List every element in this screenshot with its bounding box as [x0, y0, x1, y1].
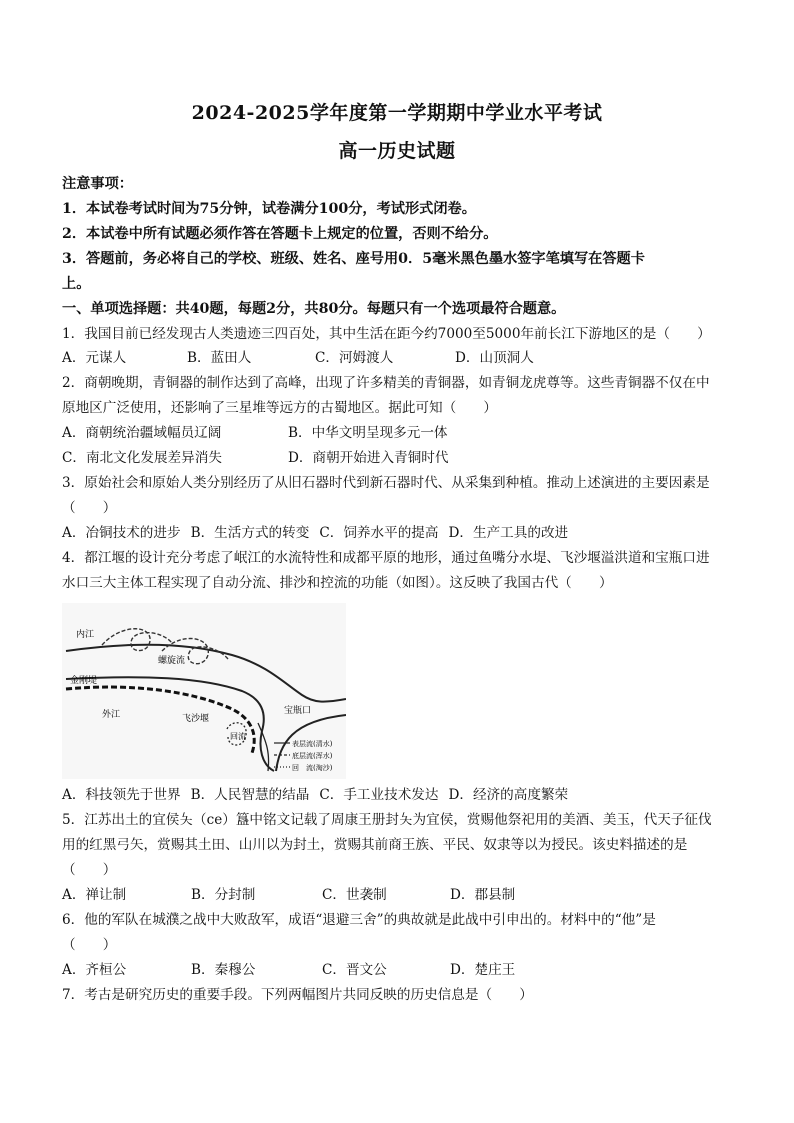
legend-return: 回 流(淘沙)	[292, 764, 333, 772]
section-heading: 一、单项选择题：共40题，每题2分，共80分。每题只有一个选项最符合题意。	[62, 301, 566, 317]
question-5-stem: 5．江苏出土的宜侯夨（ce）簋中铭文记载了周康王册封夨为宜侯，赏赐他祭祀用的美酒、美玉，代天子征伐	[62, 812, 712, 828]
question-6-stem: 6．他的军队在城濮之战中大败敌军，成语“退避三舍”的典故就是此战中引申出的。材料中的“他”是	[62, 912, 656, 928]
label-neijiang: 内江	[76, 630, 95, 640]
option-a: A．冶铜技术的进步	[62, 525, 181, 541]
question-3-stem-cont: （ ）	[62, 500, 117, 516]
question-3-options	[62, 523, 734, 543]
question-7-stem: 7．考古是研究历史的重要手段。下列两幅图片共同反映的历史信息是（ ）	[62, 987, 533, 1003]
notice-item: 2．本试卷中所有试题必须作答在答题卡上规定的位置，否则不给分。	[62, 226, 498, 242]
label-baopingkou: 宝瓶口	[284, 706, 312, 716]
option-c: C．饲养水平的提高	[319, 525, 439, 541]
notice-item: 1．本试卷考试时间为75分钟，试卷满分100分，考试形式闭卷。	[62, 201, 476, 217]
option-b: B．秦穆公	[191, 962, 256, 978]
option-b: B．分封制	[191, 887, 256, 903]
legend-surface: 表层流(清水)	[292, 740, 333, 748]
option-b: B．人民智慧的结晶	[190, 787, 310, 803]
question-6-stem-cont: （ ）	[62, 937, 117, 953]
label-spiral: 螺旋流	[158, 656, 186, 666]
exam-subtitle: 高一历史试题	[338, 140, 456, 162]
option-a: A．齐桓公	[62, 962, 127, 978]
option-c: C．南北文化发展差异消失	[62, 450, 222, 466]
option-b: B．蓝田人	[187, 350, 252, 366]
option-d: D．商朝开始进入青铜时代	[288, 450, 449, 466]
option-a: A．元谋人	[62, 350, 127, 366]
option-b: B．生活方式的转变	[190, 525, 310, 541]
label-waijiang: 外江	[102, 710, 121, 720]
label-feishayan: 飞沙堰	[182, 714, 210, 724]
question-5-stem-cont2: （ ）	[62, 862, 117, 878]
label-jingangdi: 金刚堤	[70, 676, 98, 686]
legend-bottom: 底层流(浑水)	[292, 752, 333, 760]
question-2-options-row1	[62, 423, 734, 443]
question-5-options	[62, 885, 734, 905]
question-4-stem: 4．都江堰的设计充分考虑了岷江的水流特性和成都平原的地形，通过鱼嘴分水堤、飞沙堰溢洪道和宝瓶口进	[62, 550, 710, 566]
option-c: C．晋文公	[322, 962, 387, 978]
option-c: C．手工业技术发达	[319, 787, 439, 803]
option-b: B．中华文明呈现多元一体	[288, 425, 448, 441]
option-d: D．山顶洞人	[455, 350, 534, 366]
question-2-stem: 2．商朝晚期，青铜器的制作达到了高峰，出现了许多精美的青铜器，如青铜龙虎尊等。这些青铜器不仅在中	[62, 375, 710, 391]
question-1-options	[62, 348, 734, 368]
question-2-stem-cont: 原地区广泛使用，还影响了三星堆等远方的古蜀地区。据此可知（ ）	[62, 400, 497, 416]
question-5-stem-cont: 用的红黑弓矢，赏赐其土田、山川以为封土，赏赐其前商王族、平民、奴隶等以为授民。该史料描述的是	[62, 837, 688, 853]
question-6-options	[62, 960, 734, 980]
question-3-stem: 3．原始社会和原始人类分别经历了从旧石器时代到新石器时代、从采集到种植。推动上述演进的主要因素是	[62, 475, 710, 491]
question-1-stem: 1．我国目前已经发现古人类遗迹三四百处，其中生活在距今约7000至5000年前长江下游地区的是（ ）	[62, 326, 711, 342]
option-a: A．科技领先于世界	[62, 787, 181, 803]
option-a: A．商朝统治疆域幅员辽阔	[62, 425, 222, 441]
exam-title: 2024-2025学年度第一学期期中学业水平考试	[191, 102, 603, 124]
option-a: A．禅让制	[62, 887, 127, 903]
option-d: D．生产工具的改进	[448, 525, 569, 541]
option-c: C．世袭制	[322, 887, 387, 903]
question-4-options	[62, 785, 734, 805]
option-c: C．河姆渡人	[315, 350, 394, 366]
option-d: D．郡县制	[450, 887, 516, 903]
notice-heading: 注意事项：	[62, 176, 133, 192]
notice-item: 3．答题前，务必将自己的学校、班级、姓名、座号用0．5毫米黑色墨水签字笔填写在答题卡	[62, 251, 645, 267]
notice-item: 上。	[62, 276, 91, 292]
dujiangyan-figure	[62, 603, 346, 779]
question-2-options-row2	[62, 448, 734, 468]
option-d: D．楚庄王	[450, 962, 516, 978]
label-huiliu: 回流	[230, 732, 246, 741]
option-d: D．经济的高度繁荣	[448, 787, 569, 803]
question-4-stem-cont: 水口三大主体工程实现了自动分流、排沙和控流的功能（如图）。这反映了我国古代（ ）	[62, 575, 613, 591]
